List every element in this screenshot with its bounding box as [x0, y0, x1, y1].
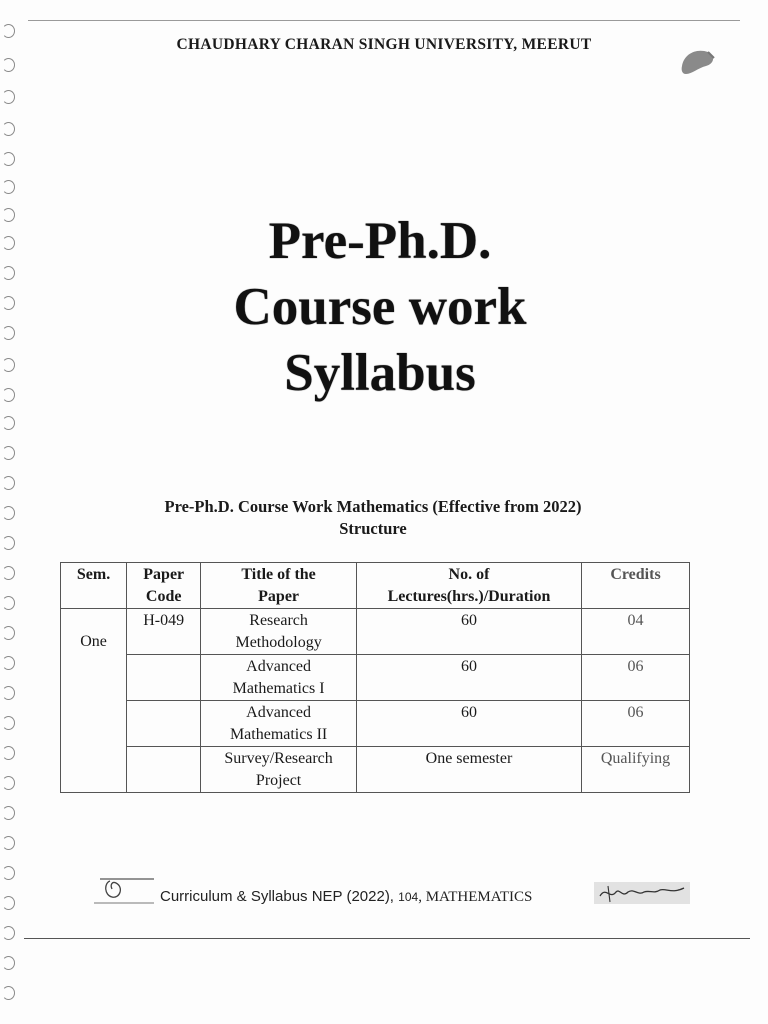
binding-hole-icon	[2, 180, 15, 194]
table-row	[61, 655, 690, 701]
binding-hole-icon	[2, 656, 15, 670]
cell-paper-code: H-049	[127, 609, 201, 655]
smudge-mark-icon	[678, 44, 718, 80]
header-credits: Credits	[582, 563, 690, 609]
binding-hole-icon	[2, 58, 15, 72]
table-row	[61, 701, 690, 747]
subtitle-line-2: Structure	[339, 519, 407, 538]
footer-text: Curriculum & Syllabus NEP (2022),	[160, 888, 394, 905]
cell-lectures: One semester	[356, 747, 581, 793]
binding-hole-icon	[2, 806, 15, 820]
course-structure-table	[60, 562, 690, 793]
subtitle-line-1: Pre-Ph.D. Course Work Mathematics (Effective from 2022)	[164, 497, 582, 516]
title-line-3: Syllabus	[284, 344, 476, 402]
header-paper-code: Paper Code	[127, 563, 201, 609]
cell-lectures: 60	[356, 655, 581, 701]
cell-paper-code	[127, 701, 201, 747]
cell-lectures: 60	[356, 609, 581, 655]
binding-hole-icon	[2, 122, 15, 136]
page-number: 104	[398, 890, 419, 904]
title-line-1: Pre-Ph.D.	[268, 212, 492, 270]
binding-hole-icon	[2, 896, 15, 910]
table-row	[61, 747, 690, 793]
university-name: CHAUDHARY CHARAN SINGH UNIVERSITY, MEERUT	[176, 36, 592, 53]
binding-hole-icon	[2, 866, 15, 880]
signature-icon	[594, 880, 690, 906]
binding-hole-icon	[2, 686, 15, 700]
binding-hole-icon	[2, 926, 15, 940]
binding-hole-icon	[2, 476, 15, 490]
binding-hole-icon	[2, 746, 15, 760]
binding-hole-icon	[2, 986, 15, 1000]
bottom-divider	[24, 938, 750, 939]
cell-credits: 06	[582, 701, 690, 747]
cell-paper-title: Advanced Mathematics II	[201, 701, 357, 747]
binding-hole-icon	[2, 90, 15, 104]
document-title	[0, 208, 760, 406]
binding-hole-icon	[2, 956, 15, 970]
cell-paper-title: Advanced Mathematics I	[201, 655, 357, 701]
page-footer	[160, 888, 532, 906]
top-divider	[28, 20, 740, 21]
binding-hole-icon	[2, 716, 15, 730]
cell-paper-title: Survey/Research Project	[201, 747, 357, 793]
cell-credits: 06	[582, 655, 690, 701]
table-header-row	[61, 563, 690, 609]
binding-hole-icon	[2, 566, 15, 580]
cell-credits: 04	[582, 609, 690, 655]
header-paper-title: Title of the Paper	[201, 563, 357, 609]
cell-sem: One	[61, 609, 127, 793]
header-sem: Sem.	[61, 563, 127, 609]
binding-hole-icon	[2, 836, 15, 850]
course-subtitle	[0, 496, 746, 540]
binding-hole-icon	[2, 446, 15, 460]
cell-paper-code	[127, 655, 201, 701]
binding-hole-icon	[2, 776, 15, 790]
binding-hole-icon	[2, 152, 15, 166]
cell-paper-title: Research Methodology	[201, 609, 357, 655]
title-line-2: Course work	[233, 278, 527, 336]
cell-lectures: 60	[356, 701, 581, 747]
cell-paper-code	[127, 747, 201, 793]
binding-hole-icon	[2, 596, 15, 610]
table-row	[61, 609, 690, 655]
binding-hole-icon	[2, 416, 15, 430]
header-lectures: No. of Lectures(hrs.)/Duration	[356, 563, 581, 609]
footer-subject: , MATHEMATICS	[418, 889, 533, 905]
cell-credits: Qualifying	[582, 747, 690, 793]
binding-hole-icon	[2, 626, 15, 640]
stamp-icon	[90, 873, 160, 905]
